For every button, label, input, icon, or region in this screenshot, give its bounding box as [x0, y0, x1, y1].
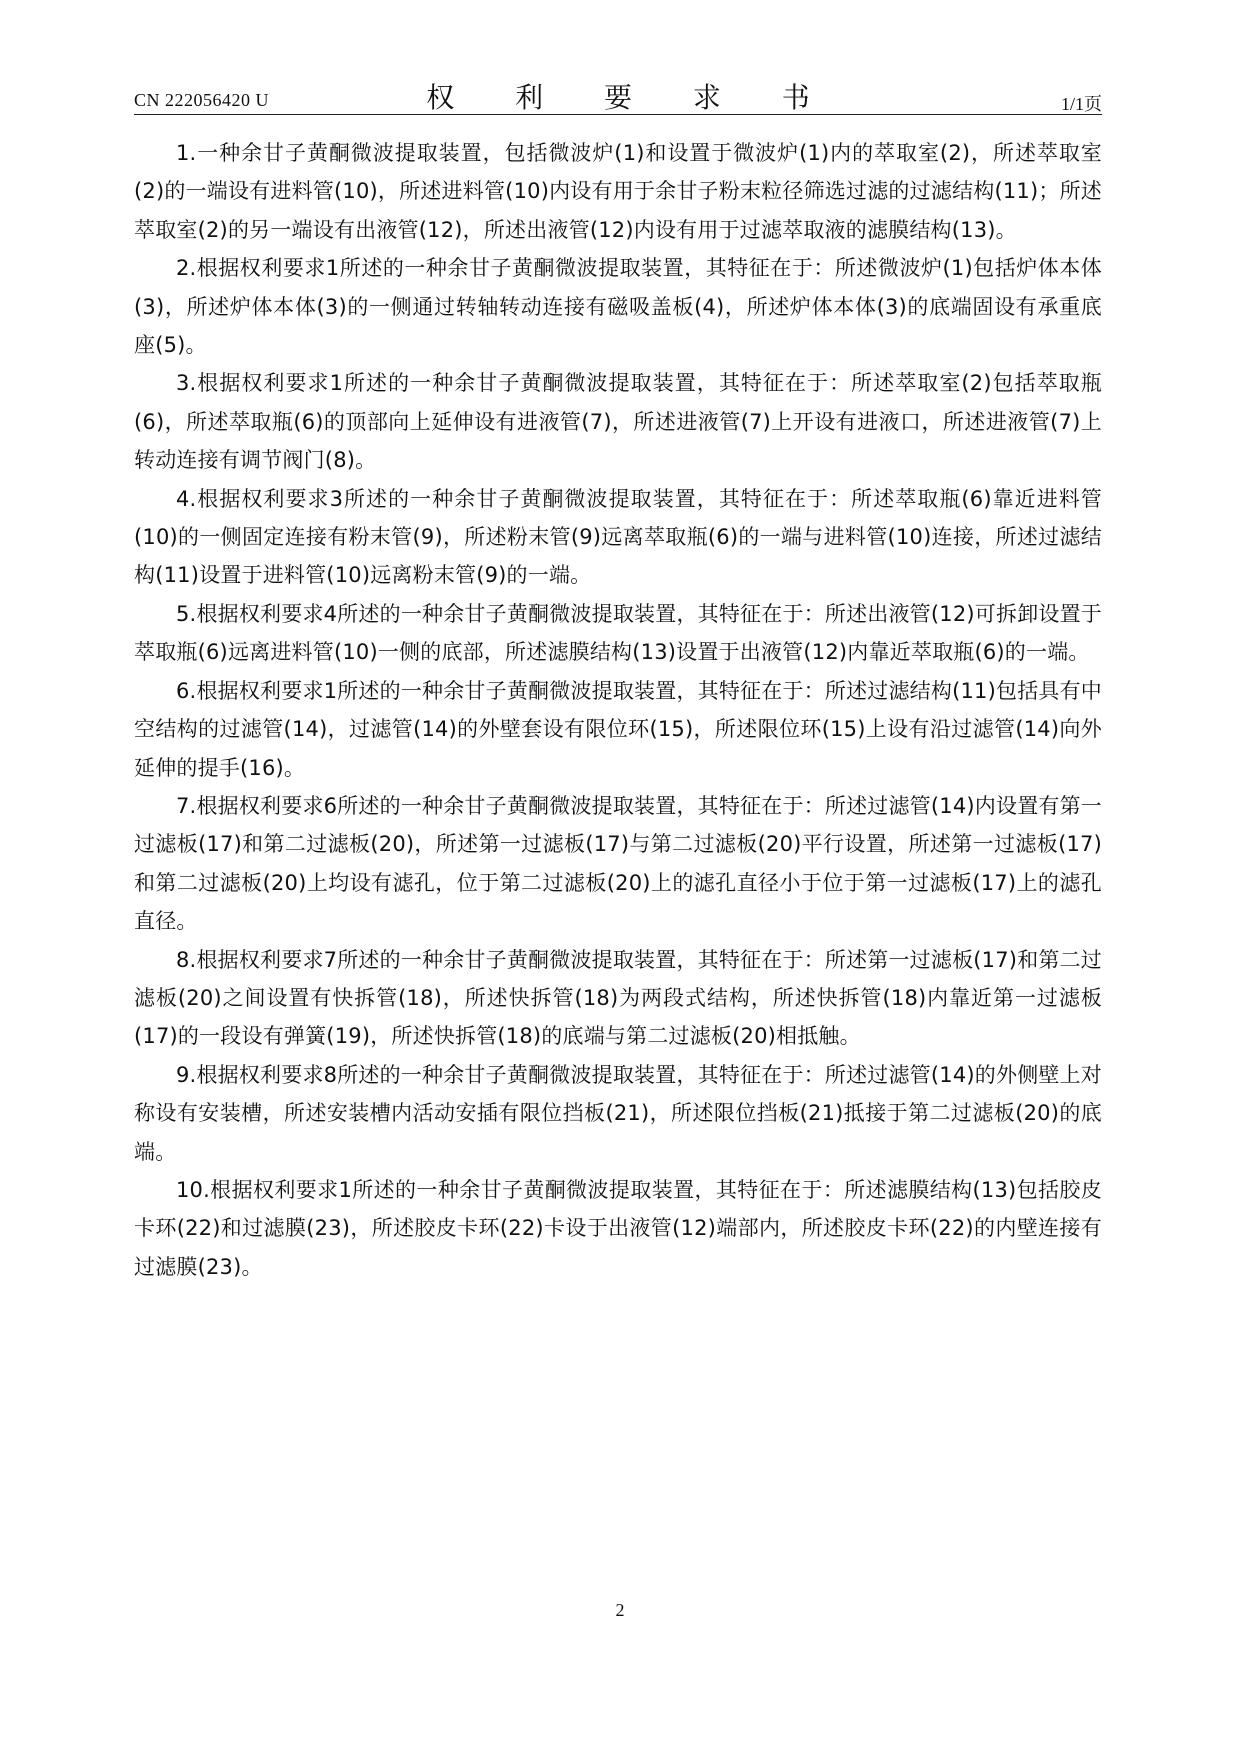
claims-body: [134, 134, 1102, 1286]
claim-7: 7.根据权利要求6所述的一种余甘子黄酮微波提取装置，其特征在于：所述过滤管(14)内设置有第一过滤板(17)和第二过滤板(20)，所述第一过滤板(17)与第二过滤板(20)平行设置，所述第一过滤板(17)和第二过滤板(20)上均设有滤孔，位于第二过滤板(20)上的滤孔直径小于位于第一过滤板(17)上的滤孔直径。: [134, 793, 1102, 934]
claim-3: 3.根据权利要求1所述的一种余甘子黄酮微波提取装置，其特征在于：所述萃取室(2)包括萃取瓶(6)，所述萃取瓶(6)的顶部向上延伸设有进液管(7)，所述进液管(7)上开设有进液口，所述进液管(7)上转动连接有调节阀门(8)。: [134, 371, 1102, 473]
publication-number: CN 222056420 U: [134, 90, 270, 110]
page-count: 1/1页: [1060, 94, 1102, 114]
claim-6: 6.根据权利要求1所述的一种余甘子黄酮微波提取装置，其特征在于：所述过滤结构(11)包括具有中空结构的过滤管(14)，过滤管(14)的外壁套设有限位环(15)，所述限位环(15)上设有沿过滤管(14)向外延伸的提手(16)。: [134, 678, 1102, 780]
claim-5: 5.根据权利要求4所述的一种余甘子黄酮微波提取装置，其特征在于：所述出液管(12)可拆卸设置于萃取瓶(6)远离进料管(10)一侧的底部，所述滤膜结构(13)设置于出液管(12)内靠近萃取瓶(6)的一端。: [134, 601, 1102, 665]
claim-10: 10.根据权利要求1所述的一种余甘子黄酮微波提取装置，其特征在于：所述滤膜结构(13)包括胶皮卡环(22)和过滤膜(23)，所述胶皮卡环(22)卡设于出液管(12)端部内，所述胶皮卡环(22)的内壁连接有过滤膜(23)。: [134, 1177, 1102, 1279]
header-rule: [134, 114, 1102, 115]
claim-2: 2.根据权利要求1所述的一种余甘子黄酮微波提取装置，其特征在于：所述微波炉(1)包括炉体本体(3)，所述炉体本体(3)的一侧通过转轴转动连接有磁吸盖板(4)，所述炉体本体(3)的底端固设有承重底座(5)。: [134, 256, 1102, 358]
page-number: 2: [615, 1600, 625, 1620]
claim-8: 8.根据权利要求7所述的一种余甘子黄酮微波提取装置，其特征在于：所述第一过滤板(17)和第二过滤板(20)之间设置有快拆管(18)，所述快拆管(18)为两段式结构，所述快拆管(18)内靠近第一过滤板(17)的一段设有弹簧(19)，所述快拆管(18)的底端与第二过滤板(20)相抵触。: [134, 947, 1102, 1049]
claim-4: 4.根据权利要求3所述的一种余甘子黄酮微波提取装置，其特征在于：所述萃取瓶(6)靠近进料管(10)的一侧固定连接有粉末管(9)，所述粉末管(9)远离萃取瓶(6)的一端与进料管(10)连接，所述过滤结构(11)设置于进料管(10)远离粉末管(9)的一端。: [134, 486, 1102, 588]
document-title: 权 利 要 求 书: [426, 81, 836, 114]
claim-9: 9.根据权利要求8所述的一种余甘子黄酮微波提取装置，其特征在于：所述过滤管(14)的外侧壁上对称设有安装槽，所述安装槽内活动安插有限位挡板(21)，所述限位挡板(21)抵接于第二过滤板(20)的底端。: [134, 1062, 1102, 1164]
page-header: [134, 76, 1102, 116]
claim-1: 1.一种余甘子黄酮微波提取装置，包括微波炉(1)和设置于微波炉(1)内的萃取室(2)，所述萃取室(2)的一端设有进料管(10)，所述进料管(10)内设有用于余甘子粉末粒径筛选过滤的过滤结构(11)；所述萃取室(2)的另一端设有出液管(12)，所述出液管(12)内设有用于过滤萃取液的滤膜结构(13)。: [134, 141, 1102, 242]
